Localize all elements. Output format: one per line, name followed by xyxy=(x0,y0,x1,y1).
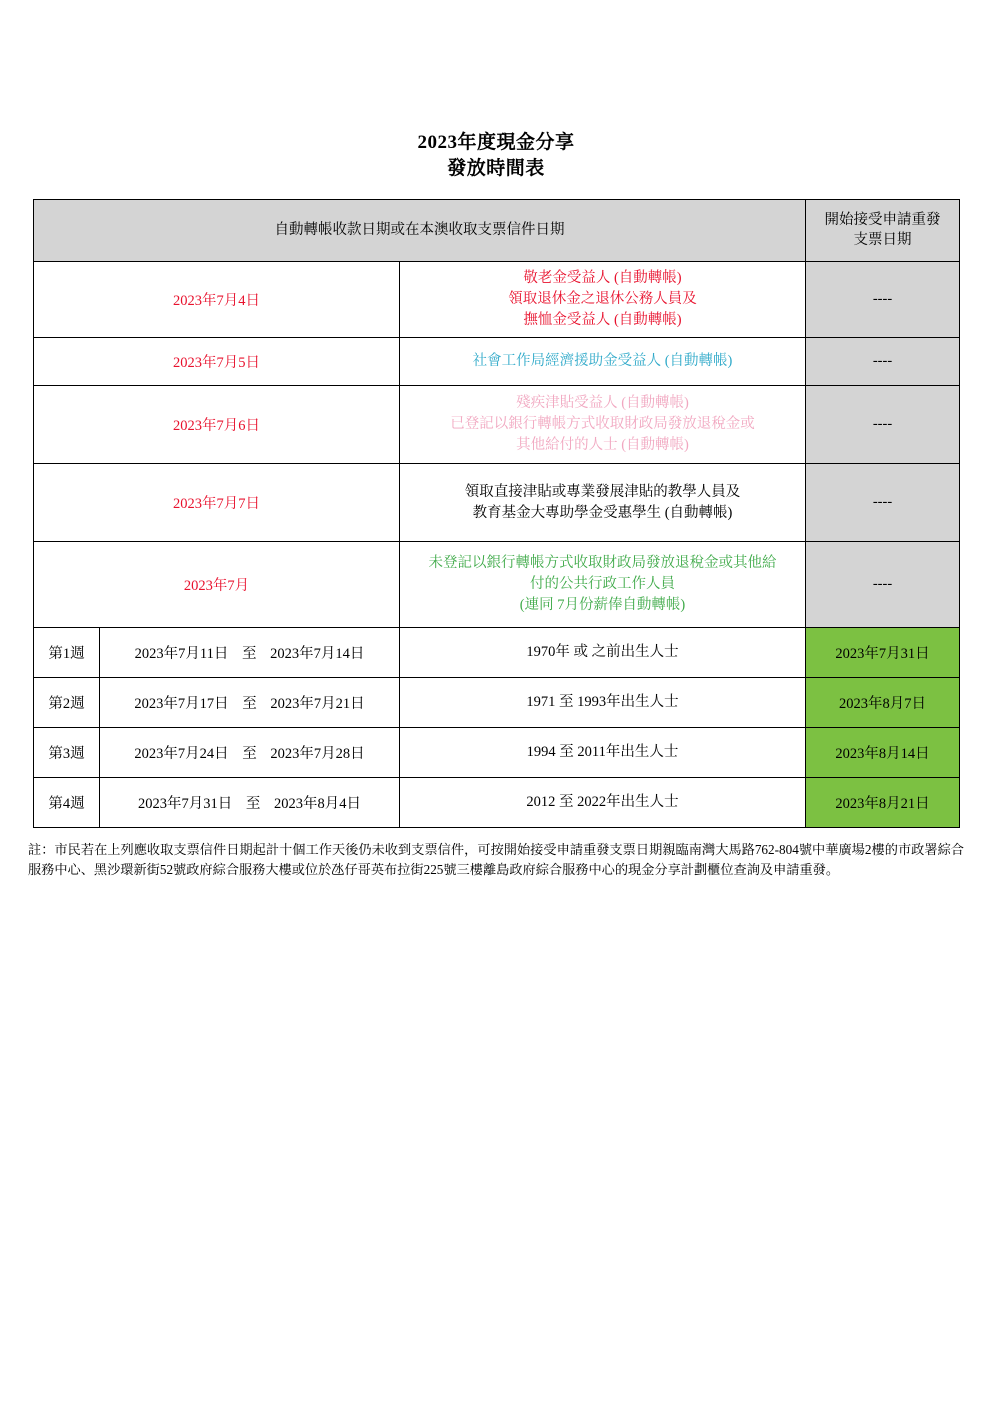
desc-line: 殘疾津貼受益人 (自動轉帳) xyxy=(516,395,689,412)
row-reissue-date: 2023年7月31日 xyxy=(806,628,960,678)
week-date-range xyxy=(100,678,400,728)
footnote: 註：市民若在上列應收取支票信件日期起計十個工作天後仍未收到支票信件，可按開始接受申請重發支票日期親臨南灣大馬路762-804號中華廣場2樓的市政署綜合服務中心、黑沙環新街52號政府綜合服務大樓或位於氹仔哥英布拉街225號三樓離島政府綜合服務中心的現金分享計劃櫃位查詢及申請重發。 xyxy=(28,842,964,878)
row-reissue-date: ---- xyxy=(806,338,960,386)
week-date-range xyxy=(100,728,400,778)
desc-line: 敬老金受益人 (自動轉帳) xyxy=(523,270,682,287)
table-header-row xyxy=(34,200,960,262)
row-date: 2023年7月7日 xyxy=(34,464,400,542)
range-to: 2023年8月4日 xyxy=(274,796,361,813)
row-reissue-date: ---- xyxy=(806,464,960,542)
table-row xyxy=(34,262,960,338)
table-row xyxy=(34,628,960,678)
row-date: 2023年7月5日 xyxy=(34,338,400,386)
row-reissue-date: ---- xyxy=(806,386,960,464)
table-row xyxy=(34,678,960,728)
row-date: 2023年7月4日 xyxy=(34,262,400,338)
table-row xyxy=(34,542,960,628)
range-to: 2023年7月21日 xyxy=(270,696,365,713)
range-separator: 至 xyxy=(241,646,257,663)
desc-line: 撫恤金受益人 (自動轉帳) xyxy=(523,312,682,329)
desc-line: 付的公共行政工作人員 xyxy=(530,576,675,593)
desc-line: 社會工作局經濟援助金受益人 (自動轉帳) xyxy=(472,353,733,370)
header-left: 自動轉帳收款日期或在本澳收取支票信件日期 xyxy=(34,200,806,262)
header-right-line-1: 開始接受申請重發 xyxy=(824,212,941,229)
desc-line: (連同 7月份薪俸自動轉帳) xyxy=(519,597,686,614)
table-row xyxy=(34,728,960,778)
row-reissue-date: 2023年8月21日 xyxy=(806,778,960,828)
range-separator: 至 xyxy=(242,746,257,763)
table-row xyxy=(34,464,960,542)
table-row xyxy=(34,338,960,386)
row-description: 2012 至 2022年出生人士 xyxy=(400,778,806,828)
row-description: 1994 至 2011年出生人士 xyxy=(400,728,806,778)
title-line-1: 2023年度現金分享 xyxy=(417,132,575,153)
desc-line: 已登記以銀行轉帳方式收取財政局發放退稅金或 xyxy=(450,416,755,433)
row-reissue-date: ---- xyxy=(806,542,960,628)
range-from: 2023年7月17日 xyxy=(134,696,229,713)
desc-line: 領取直接津貼或專業發展津貼的教學人員及 xyxy=(464,483,741,500)
range-separator: 至 xyxy=(242,696,257,713)
row-description xyxy=(400,338,806,386)
range-from: 2023年7月31日 xyxy=(138,796,233,813)
header-right-line-2: 支票日期 xyxy=(853,231,912,248)
schedule-table-wrapper xyxy=(33,199,959,828)
week-date-range xyxy=(100,778,400,828)
row-reissue-date: ---- xyxy=(806,262,960,338)
week-label: 第3週 xyxy=(34,728,100,778)
row-description: 1970年 或 之前出生人士 xyxy=(400,628,806,678)
row-description xyxy=(400,542,806,628)
page-title xyxy=(0,0,992,181)
title-line-2: 發放時間表 xyxy=(447,157,545,179)
range-to: 2023年7月28日 xyxy=(270,746,365,763)
row-description xyxy=(400,464,806,542)
range-from: 2023年7月11日 xyxy=(134,646,229,663)
row-description xyxy=(400,386,806,464)
row-description xyxy=(400,262,806,338)
desc-line: 教育基金大專助學金受惠學生 (自動轉帳) xyxy=(472,504,733,521)
week-label: 第1週 xyxy=(34,628,100,678)
row-reissue-date: 2023年8月7日 xyxy=(806,678,960,728)
desc-line: 其他給付的人士 (自動轉帳) xyxy=(516,437,689,454)
week-label: 第2週 xyxy=(34,678,100,728)
schedule-table xyxy=(33,199,960,828)
week-label: 第4週 xyxy=(34,778,100,828)
desc-line: 未登記以銀行轉帳方式收取財政局發放退稅金或其他給 xyxy=(428,555,777,572)
week-date-range xyxy=(100,628,400,678)
table-row xyxy=(34,386,960,464)
table-row xyxy=(34,778,960,828)
row-date: 2023年7月 xyxy=(34,542,400,628)
row-reissue-date: 2023年8月14日 xyxy=(806,728,960,778)
row-date: 2023年7月6日 xyxy=(34,386,400,464)
range-separator: 至 xyxy=(245,796,261,813)
header-right xyxy=(806,200,960,262)
desc-line: 領取退休金之退休公務人員及 xyxy=(508,291,697,308)
range-to: 2023年7月14日 xyxy=(270,646,365,663)
range-from: 2023年7月24日 xyxy=(134,746,229,763)
row-description: 1971 至 1993年出生人士 xyxy=(400,678,806,728)
